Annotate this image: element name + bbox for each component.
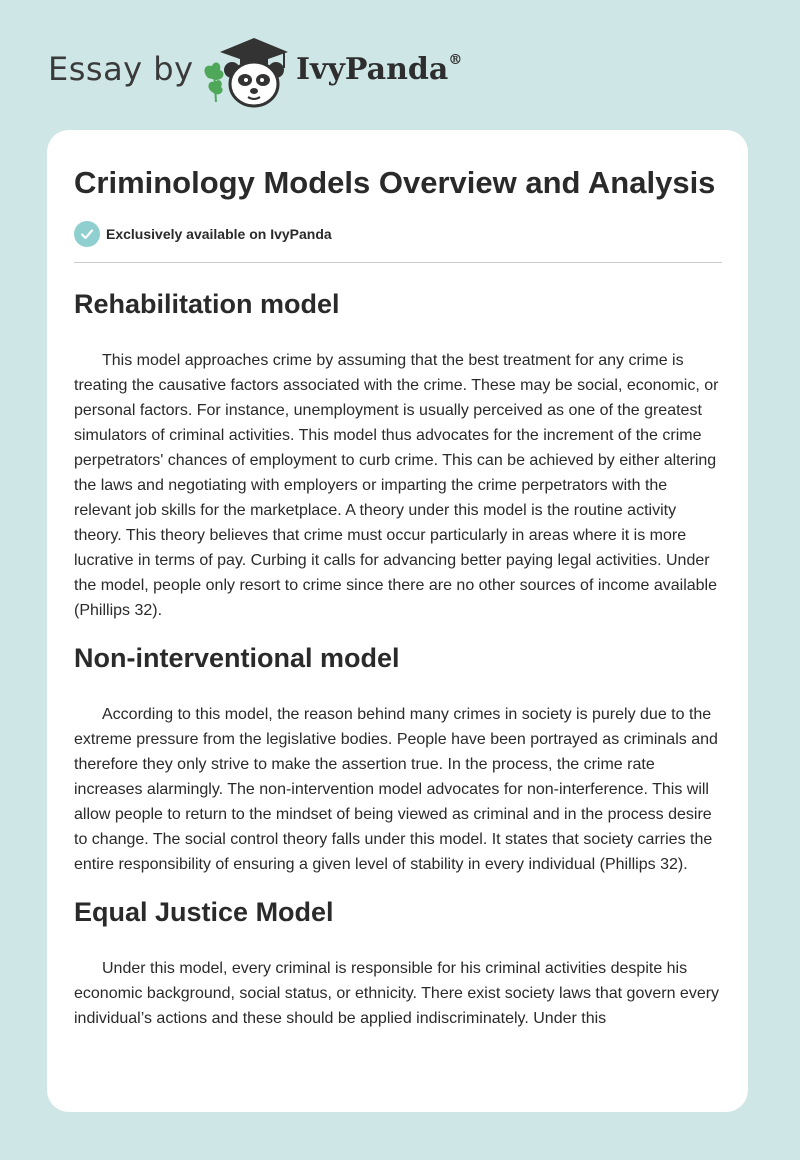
title-divider xyxy=(74,262,722,263)
exclusive-text: Exclusively available on IvyPanda xyxy=(106,226,332,242)
panda-logo-icon[interactable] xyxy=(200,30,292,110)
brand-label: IvyPanda xyxy=(296,52,449,87)
section-rehabilitation xyxy=(74,287,722,623)
section-paragraph: This model approaches crime by assuming that the best treatment for any crime is treating the causative factors associated with the crime. These may be social, economic, or personal factors. For instance, unemployment is usually perceived as one of the greatest simulators of criminal activities. This model thus advocates for the increment of the crime perpetrators' chances of employment to curb crime. This can be achieved by either altering the laws and negotiating with employers or imparting the crime perpetrators with the relevant job skills for the marketplace. A theory under this model is the routine activity theory. This theory believes that crime must occur particularly in areas where it is more lucrative in terms of pay. Curbing it calls for advancing better paying legal activities. Under the model, people only resort to crime since there are no other sources of income available (Phillips 32). xyxy=(74,352,719,619)
section-non-interventional xyxy=(74,641,722,877)
check-icon xyxy=(74,221,100,247)
brand-name[interactable] xyxy=(296,52,462,87)
site-header xyxy=(48,30,768,120)
section-heading: Equal Justice Model xyxy=(74,897,334,927)
section-equal-justice xyxy=(74,895,722,1031)
article-body xyxy=(74,162,722,1031)
article-card xyxy=(47,130,748,1112)
section-heading: Non-interventional model xyxy=(74,643,400,673)
section-heading: Rehabilitation model xyxy=(74,289,340,319)
section-paragraph: According to this model, the reason behind many crimes in society is purely due to the extreme pressure from the legislative bodies. People have been portrayed as criminals and therefore they only strive to make the assertion true. In the process, the crime rate increases alarmingly. The non-intervention model advocates for non-interference. This will allow people to return to the mindset of being viewed as criminal and in the process desire to change. The social control theory falls under this model. It states that society carries the entire responsibility of ensuring a given level of stability in every individual (Phillips 32). xyxy=(74,706,718,873)
essay-by-label: Essay by xyxy=(48,50,194,88)
exclusive-badge xyxy=(74,220,722,248)
registered-mark: ® xyxy=(448,52,463,68)
section-paragraph: Under this model, every criminal is responsible for his criminal activities despite his economic background, social status, or ethnicity. There exist society laws that govern every individual’s actions and these should be applied indiscriminately. Under this xyxy=(74,960,720,1027)
article-title: Criminology Models Overview and Analysis xyxy=(74,165,716,200)
